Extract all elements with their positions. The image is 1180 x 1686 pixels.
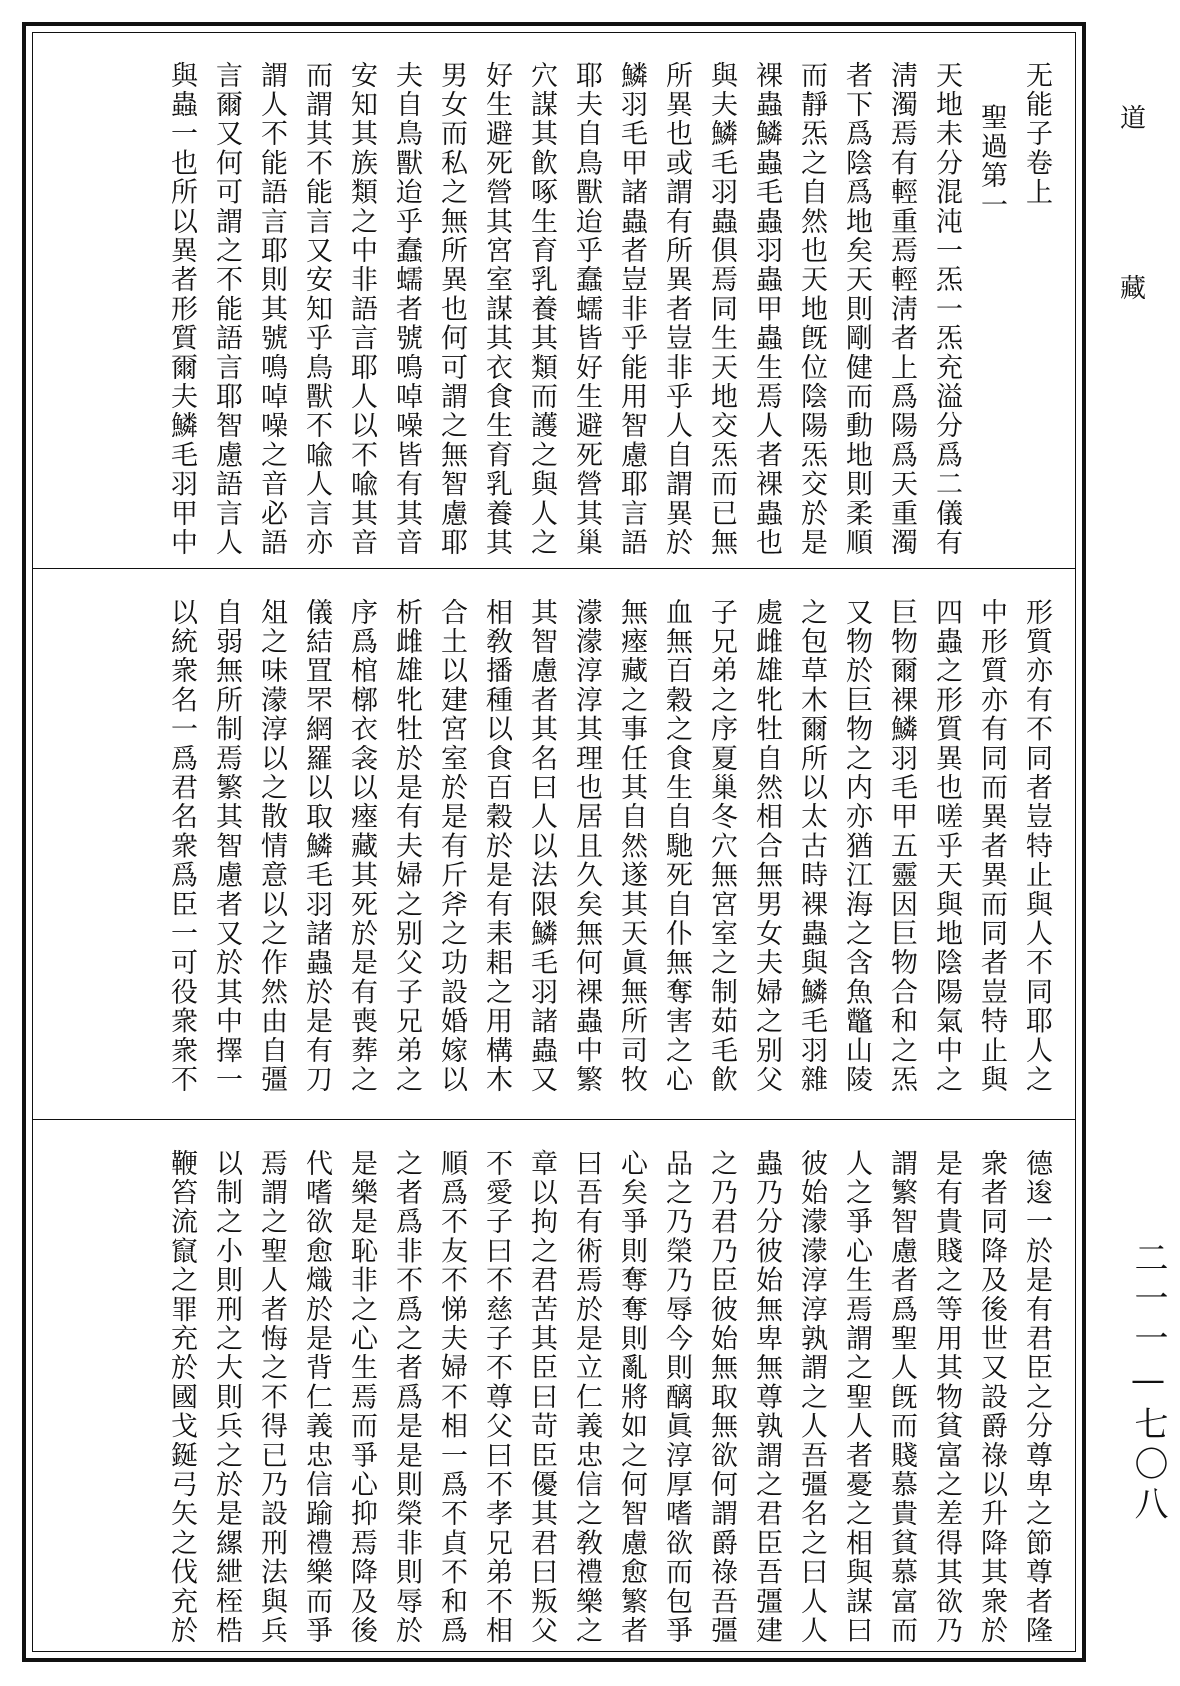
register-bottom bbox=[33, 1121, 1075, 1661]
text-column: 不愛子曰不慈子不尊父曰不孝兄弟不相 bbox=[481, 1149, 512, 1646]
text-column: 儀結罝罘網羅以取鱗毛羽諸蟲於是有刀 bbox=[301, 598, 332, 1095]
text-column: 裸蟲鱗蟲毛蟲羽蟲甲蟲生焉人者裸蟲也 bbox=[751, 61, 782, 558]
text-column: 章以拘之君苦其臣曰苛臣優其君曰叛父 bbox=[526, 1149, 557, 1646]
text-column: 與夫鱗毛羽蟲俱焉同生天地交炁而已無 bbox=[706, 61, 737, 558]
text-column: 形質亦有不同者豈特止與人不同耶人之 bbox=[1021, 598, 1052, 1095]
text-column: 淸濁焉有輕重焉輕淸者上爲陽爲天重濁 bbox=[886, 61, 917, 558]
text-column: 四蟲之形質異也嗟乎天與地陰陽氣中之 bbox=[931, 598, 962, 1095]
text-column: 合土以建宮室於是有斤斧之功設婚嫁以 bbox=[436, 598, 467, 1095]
series-label-zang: 藏 bbox=[1120, 274, 1147, 304]
text-column: 子兄弟之序夏巢冬穴無宮室之制茹毛飮 bbox=[706, 598, 737, 1095]
text-column: 又物於巨物之内亦猶江海之含魚鼈山陵 bbox=[841, 598, 872, 1095]
series-label-dao: 道 bbox=[1120, 104, 1147, 134]
right-margin bbox=[1086, 0, 1180, 1686]
register-divider bbox=[33, 1119, 1075, 1120]
text-column: 謂人不能語言耶則其號鳴啅噪之音必語 bbox=[256, 61, 287, 558]
page-number: 二一一—七〇八 bbox=[1128, 1240, 1168, 1526]
text-column: 代嗜欲愈熾於是背仁義忠信踰禮樂而爭 bbox=[301, 1149, 332, 1646]
text-column: 之者爲非不爲之者爲是是則榮非則辱於 bbox=[391, 1149, 422, 1646]
page-frame bbox=[22, 22, 1086, 1662]
text-column: 巨物爾裸鱗羽毛甲五靈因巨物合和之炁 bbox=[886, 598, 917, 1095]
text-column: 鱗羽毛甲諸蟲者豈非乎能用智慮耶言語 bbox=[616, 61, 647, 558]
text-column: 濛濛淳淳其理也居且久矣無何裸蟲中繁 bbox=[571, 598, 602, 1095]
text-column: 是樂是恥非之心生焉而爭心抑焉降及後 bbox=[346, 1149, 377, 1646]
text-block bbox=[32, 32, 1076, 1652]
text-column: 以統衆名一爲君名衆爲臣一可役衆衆不 bbox=[166, 598, 197, 1095]
text-column: 穴謀其飮啄生育乳養其類而護之與人之 bbox=[526, 61, 557, 558]
text-column: 謂繁智慮者爲聖人旣而賤慕貴貧慕富而 bbox=[886, 1149, 917, 1646]
text-column: 鞭笞流竄之罪充於國戈鋋弓矢之伐充於 bbox=[166, 1149, 197, 1646]
text-column: 自弱無所制焉繁其智慮者又於其中擇一 bbox=[211, 598, 242, 1095]
text-column: 是有貴賤之等用其物貧富之差得其欲乃 bbox=[931, 1149, 962, 1646]
text-column: 品之乃榮乃辱今則醨眞淳厚嗜欲而包爭 bbox=[661, 1149, 692, 1646]
text-column: 其智慮者其名曰人以法限鱗毛羽諸蟲又 bbox=[526, 598, 557, 1095]
text-column: 序爲棺槨衣衾以瘞藏其死於是有喪葬之 bbox=[346, 598, 377, 1095]
text-column: 之包草木爾所以太古時裸蟲與鱗毛羽雜 bbox=[796, 598, 827, 1095]
text-column: 安知其族類之中非語言耶人以不喩其音 bbox=[346, 61, 377, 558]
text-column: 男女而私之無所異也何可謂之無智慮耶 bbox=[436, 61, 467, 558]
text-column: 聖過第一 bbox=[976, 103, 1007, 220]
text-column: 天地未分混沌一炁一炁充溢分爲二儀有 bbox=[931, 61, 962, 558]
text-column: 中形質亦有同而異者異而同者豈特止與 bbox=[976, 598, 1007, 1095]
text-column: 焉謂之聖人者悔之不得已乃設刑法與兵 bbox=[256, 1149, 287, 1646]
text-column: 與蟲一也所以異者形質爾夫鱗毛羽甲中 bbox=[166, 61, 197, 558]
text-column: 以制之小則刑之大則兵之於是縲紲桎梏 bbox=[211, 1149, 242, 1646]
text-column: 者下爲陰爲地矣天則剛健而動地則柔順 bbox=[841, 61, 872, 558]
text-column: 德逡一於是有君臣之分尊卑之節尊者隆 bbox=[1021, 1149, 1052, 1646]
text-column: 言爾又何可謂之不能語言耶智慮語言人 bbox=[211, 61, 242, 558]
register-divider bbox=[33, 568, 1075, 569]
text-column: 俎之味濛淳以之散情意以之作然由自彊 bbox=[256, 598, 287, 1095]
text-column: 彼始濛濛淳淳孰謂之人吾彊名之曰人人 bbox=[796, 1149, 827, 1646]
text-column: 无能子卷上 bbox=[1021, 61, 1052, 207]
text-column: 血無百穀之食生自馳死自仆無奪害之心 bbox=[661, 598, 692, 1095]
text-column: 心矣爭則奪奪則亂將如之何智慮愈繁者 bbox=[616, 1149, 647, 1646]
text-column: 耶夫自鳥獸迨乎蠢蠕皆好生避死營其巢 bbox=[571, 61, 602, 558]
text-column: 之乃君乃臣彼始無取無欲何謂爵祿吾彊 bbox=[706, 1149, 737, 1646]
text-column: 順爲不友不悌夫婦不相一爲不貞不和爲 bbox=[436, 1149, 467, 1646]
text-column: 衆者同降及後世又設爵祿以升降其衆於 bbox=[976, 1149, 1007, 1646]
text-column: 曰吾有術焉於是立仁義忠信之敎禮樂之 bbox=[571, 1149, 602, 1646]
text-column: 相敎播種以食百穀於是有耒耜之用構木 bbox=[481, 598, 512, 1095]
text-column: 好生避死營其宮室謀其衣食生育乳養其 bbox=[481, 61, 512, 558]
text-column: 而謂其不能言又安知乎鳥獸不喩人言亦 bbox=[301, 61, 332, 558]
text-column: 而靜炁之自然也天地旣位陰陽炁交於是 bbox=[796, 61, 827, 558]
text-column: 所異也或謂有所異者豈非乎人自謂異於 bbox=[661, 61, 692, 558]
register-middle bbox=[33, 570, 1075, 1117]
text-column: 蟲乃分彼始無卑無尊孰謂之君臣吾彊建 bbox=[751, 1149, 782, 1646]
text-column: 夫自鳥獸迨乎蠢蠕者號鳴啅噪皆有其音 bbox=[391, 61, 422, 558]
text-column: 析雌雄牝牡於是有夫婦之别父子兄弟之 bbox=[391, 598, 422, 1095]
register-top bbox=[33, 33, 1075, 562]
text-column: 人之爭心生焉謂之聖人者憂之相與謀曰 bbox=[841, 1149, 872, 1646]
text-column: 處雌雄牝牡自然相合無男女夫婦之别父 bbox=[751, 598, 782, 1095]
text-column: 無瘞藏之事任其自然遂其天眞無所司牧 bbox=[616, 598, 647, 1095]
